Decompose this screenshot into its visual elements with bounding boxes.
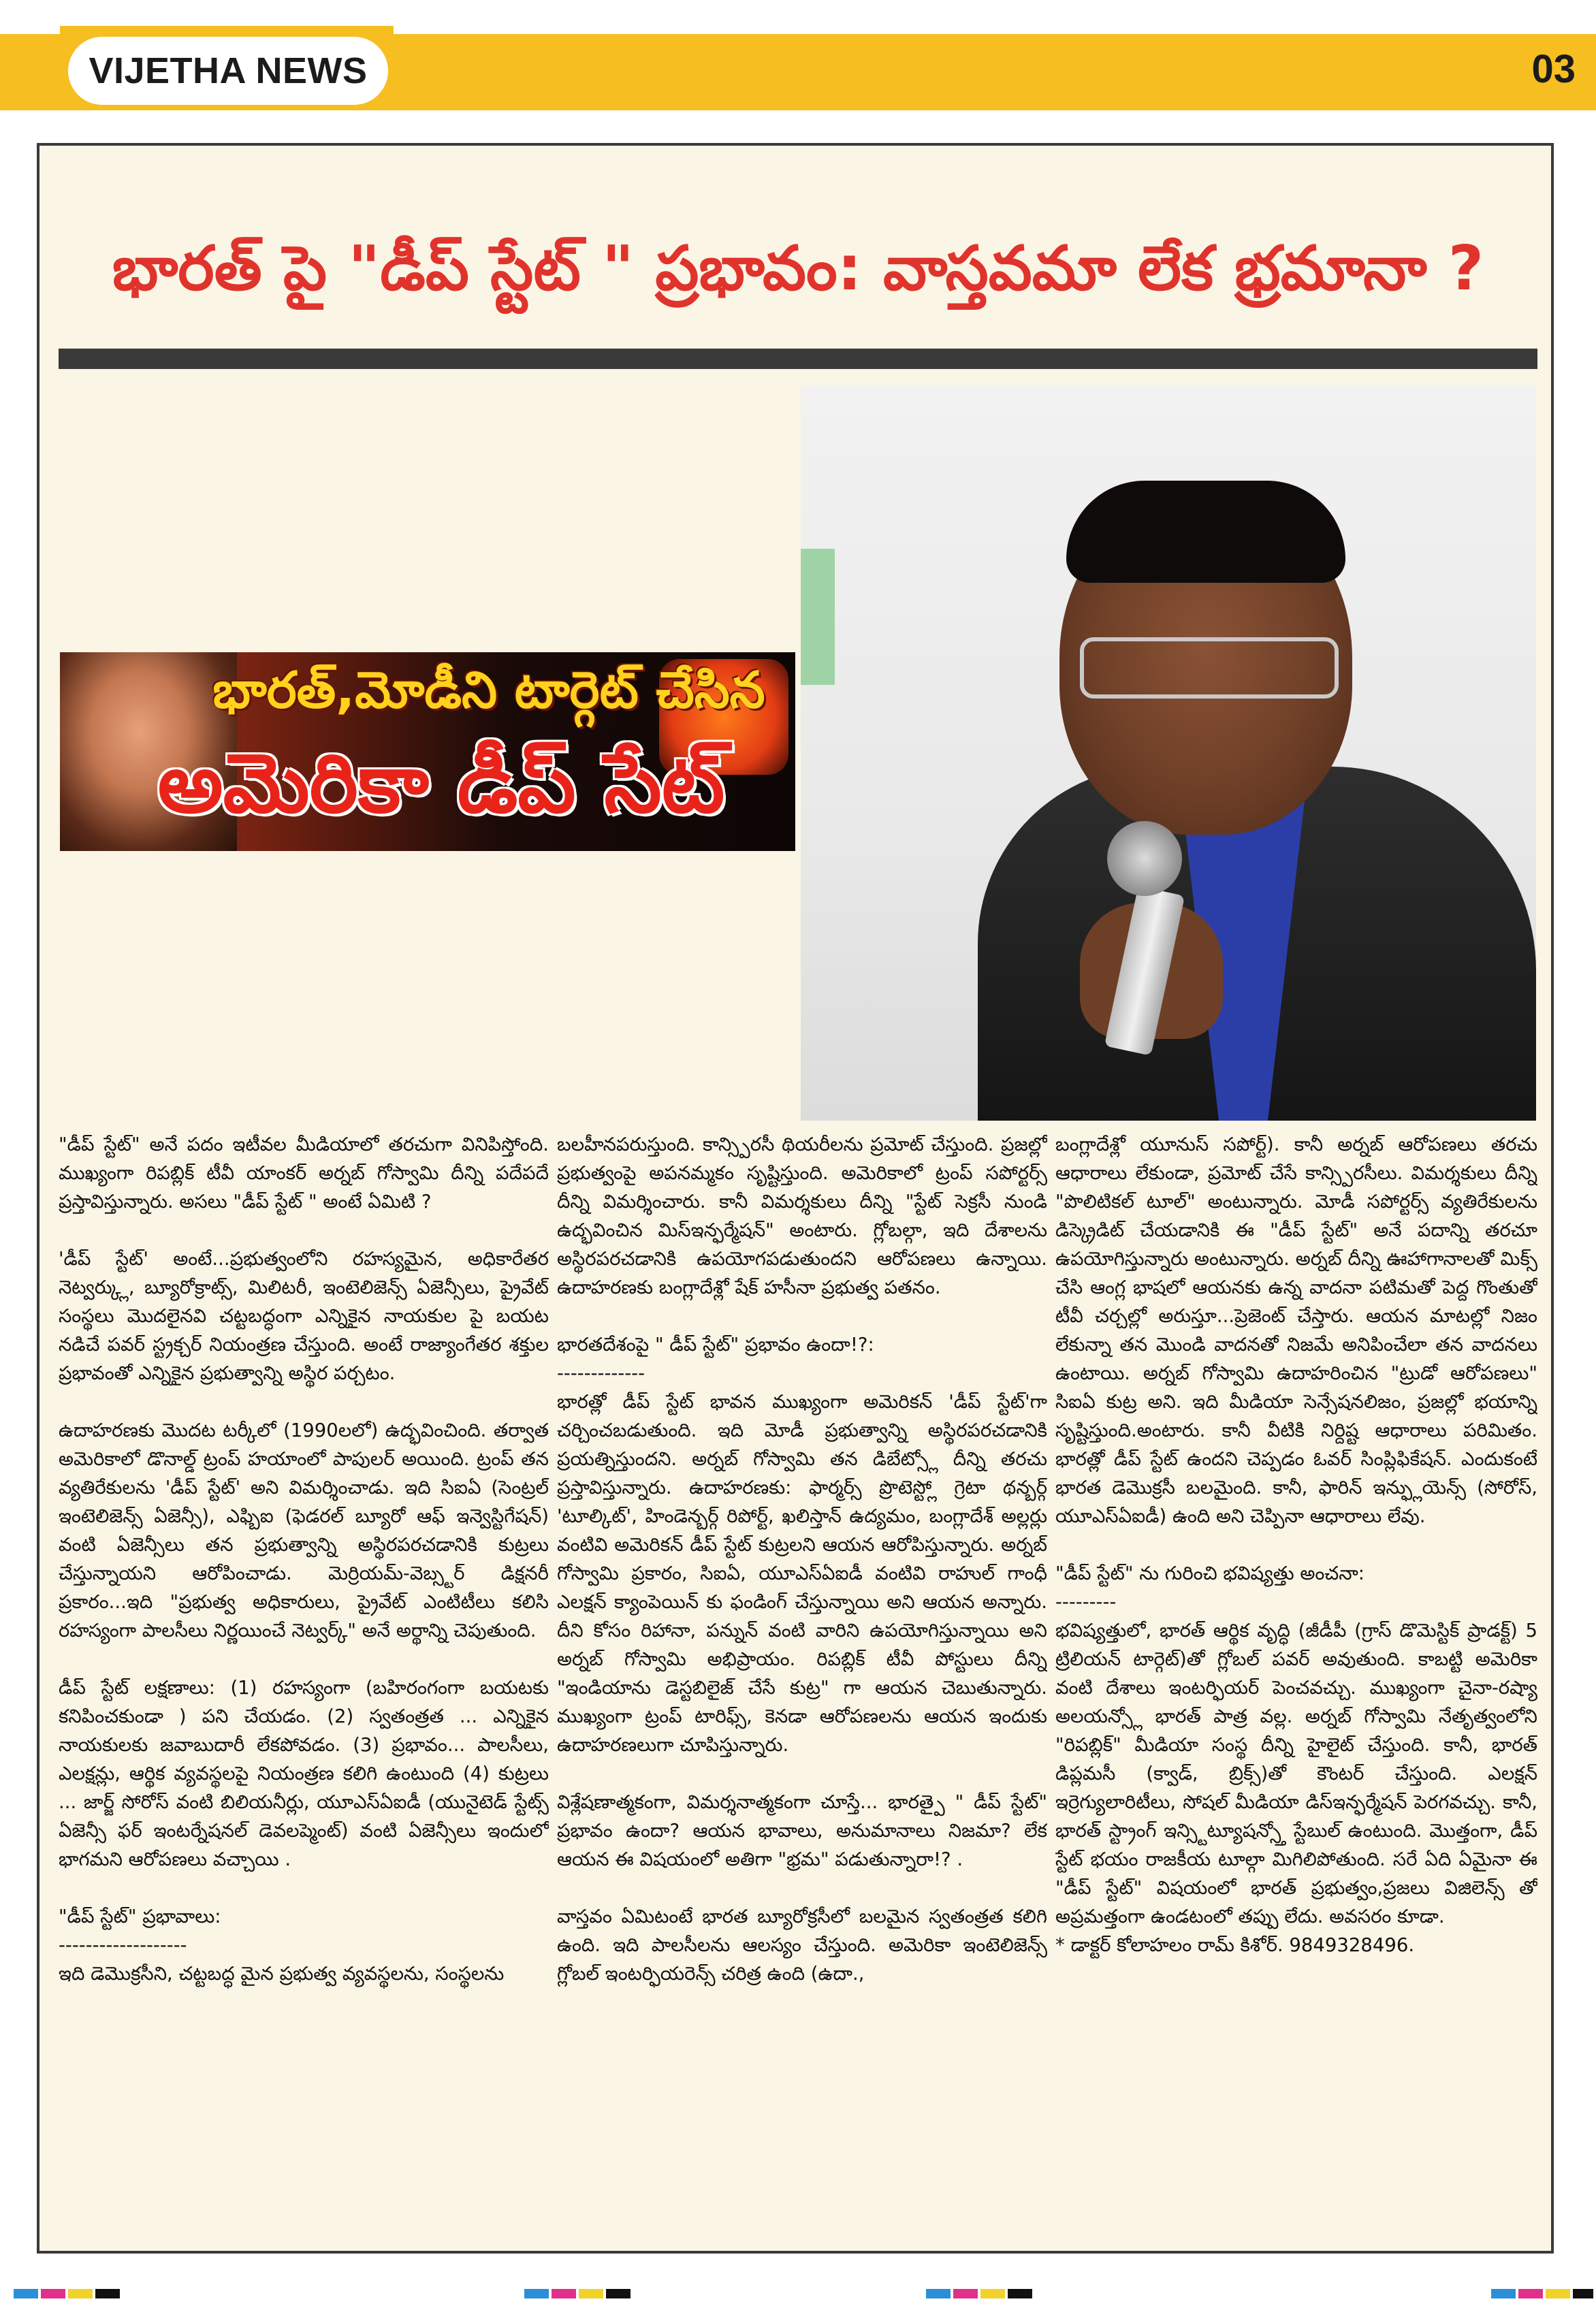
photo-hair xyxy=(1066,481,1345,583)
paragraph: బలహీనపరుస్తుంది. కాన్స్పిరసీ థియరీలను ప్రమోట్ చేస్తుంది. ప్రజల్లో ప్రభుత్వంపై అపనమ్మకం సృష్టిస్తుంది. అమెరికాలో ట్రంప్ సపోర్టర్స్ దీన్ని విమర్శించారు. కానీ విమర్శకులు దీన్ని "స్టేట్ సెక్రసీ నుండి ఉద్భవించిన మిస్ఇన్ఫర్మేషన్" అంటారు. గ్లోబల్గా, ఇది దేశాలను అస్థిరపరచడానికి ఉపయోగపడుతుందని ఆరోపణలు ఉన్నాయి. ఉదాహరణకు బంగ్లాదేశ్లో షేక్ హసీనా ప్రభుత్వ పతనం. xyxy=(557,1134,1047,1298)
section-divider: --------- xyxy=(1055,1591,1117,1613)
paragraph: వాస్తవం ఏమిటంటే భారత బ్యూరోక్రసీలో బలమైన స్వతంత్రత కలిగి ఉంది. ఇది పాలసీలను ఆలస్యం చేస్తుంది. అమెరికా ఇంటెలిజెన్స్ గ్లోబల్ ఇంటర్ఫియరెన్స్ చరిత్ర ఉంది (ఉదా., xyxy=(557,1906,1047,1985)
paragraph: ఉదాహరణకు మొదట టర్కీలో (1990లలో) ఉద్భవించింది. తర్వాత అమెరికాలో డొనాల్డ్ ట్రంప్ హయాంలో పాపులర్ అయింది. ట్రంప్ తన వ్యతిరేకులను 'డీప్ స్టేట్' అని విమర్శించాడు. ఇది సిఐఏ (సెంట్రల్ ఇంటెలిజెన్స్ ఏజెన్సీ), ఎఫ్బిఐ (ఫెడరల్ బ్యూరో ఆఫ్ ఇన్వెస్టిగేషన్) వంటి ఏజెన్సీలు తన ప్రభుత్వాన్ని అస్థిరపరచడానికి కుట్రలు చేస్తున్నాయని ఆరోపించాడు. మెర్రియమ్-వెబ్స్టర్ డిక్షనరీ ప్రకారం...ఇది "ప్రభుత్వ అధికారులు, ప్రైవేట్ ఎంటిటీలు కలిసి రహస్యంగా పాలసీలు నిర్ణయించే నెట్వర్క్" అనే అర్థాన్ని చెపుతుంది. xyxy=(59,1420,549,1641)
photo-glasses xyxy=(1080,637,1339,699)
paragraph: బంగ్లాదేశ్లో యూనుస్ సపోర్ట్). కానీ అర్నబ్ ఆరోపణలు తరచు ఆధారాలు లేకుండా, ప్రమోట్ చేసే కాన్స్పిరసీలు. విమర్శకులు దీన్ని "పొలిటికల్ టూల్" అంటున్నారు. మోడీ సపోర్టర్స్ వ్యతిరేకులను డిస్క్రెడిట్ చేయడానికి ఈ "డీప్ స్టేట్" అనే పదాన్ని తరచూ ఉపయోగిస్తున్నారు అంటున్నారు. అర్నబ్ దీన్ని ఊహాగానాలతో మిక్స్ చేసి ఆంగ్ల భాషలో ఆయనకు ఉన్న వాదనా పటిమతో పెద్ద గొంతుతో టీవీ చర్చల్లో అరుస్తూ...ప్రెజెంట్ చేస్తారు. ఆయన మాటల్లో నిజం లేకున్నా తన మొండి వాదనతో నిజమే అనిపించేలా తన వాదనలు ఉంటాయి. అర్నబ్ గోస్వామి ఉదాహరించిన "ట్రుడో ఆరోపణలు" సిఐఏ కుట్ర అని. ఇది మీడియా సెన్సేషనలిజం, ప్రజల్లో భయాన్ని సృష్టిస్తుంది.అంటారు. కానీ వీటికి నిర్దిష్ట ఆధారాలు పరిమితం. భారత్లో డీప్ స్టేట్ ఉందని చెప్పడం ఓవర్ సింప్లిఫికేషన్. ఎందుకంటే భారత డెమొక్రసీ బలమైంది. కానీ, ఫారిన్ ఇన్ఫ్లుయెన్స్ (సోరోస్, యూఎస్ఏఐడీ) ఉంది అని చెప్పినా ఆధారాలు లేవు. xyxy=(1055,1134,1537,1527)
masthead: VIJETHA NEWS xyxy=(68,37,388,105)
section-divider: ------------- xyxy=(557,1362,645,1384)
author-credit: * డాక్టర్ కోలాహలం రామ్ కిశోర్. 9849328496. xyxy=(1055,1934,1415,1956)
headline: భారత్ పై "డీప్ స్టేట్ " ప్రభావం: వాస్తవమా లేక భ్రమానా ? xyxy=(112,232,1484,304)
photo-background-detail xyxy=(801,549,835,685)
author-photo xyxy=(801,385,1536,1121)
paragraph: ఇది డెమొక్రసీని, చట్టబద్ధ మైన ప్రభుత్వ వ్యవస్థలను, సంస్థలను xyxy=(59,1963,505,1985)
section-heading: "డీప్ స్టేట్" ప్రభావాలు: xyxy=(59,1906,221,1927)
microphone-icon xyxy=(1107,821,1182,896)
paragraph: డీప్ స్టేట్ లక్షణాలు: (1) రహస్యంగా (బహిరంగంగా బయటకు కనిపించకుండా ) పని చేయడం. (2) స్వతంత్రత ... ఎన్నికైన నాయకులకు జవాబుదారీ లేకపోవడం. (3) ప్రభావం... పాలసీలు, ఎలక్షన్లు, ఆర్థిక వ్యవస్థలపై నియంత్రణ కలిగి ఉంటుంది (4) కుట్రలు ... జార్జ్ సోరోస్ వంటి బిలియనీర్లు, యూఎస్ఏఐడీ (యునైటెడ్ స్టేట్స్ ఏజెన్సీ ఫర్ ఇంటర్నేషనల్ డెవలప్మెంట్) వంటి ఏజెన్సీలు ఇందులో భాగమని ఆరోపణలు వచ్చాయి . xyxy=(59,1677,549,1870)
paragraph: 'డీప్ స్టేట్' అంటే...ప్రభుత్వంలోని రహస్యమైన, అధికారేతర నెట్వర్క్లు, బ్యూరోక్రాట్స్, మిలిటరీ, ఇంటెలిజెన్స్ ఏజెన్సీలు, ప్రైవేట్ సంస్థలు మొదలైనవి చట్టబద్ధంగా ఎన్నికైన నాయకుల పై బయట నడిచే పవర్ స్ట్రక్చర్ నియంత్రణ చేస్తుంది. అంటే రాజ్యాంగేతర శక్తుల ప్రభావంతో ఎన్నికైన ప్రభుత్వాన్ని అస్థిర పర్చటం. xyxy=(59,1248,549,1384)
deep-state-banner xyxy=(60,652,795,851)
banner-bottom-text: అమెరికా డీప్ సేట్ xyxy=(157,737,725,831)
page-number: 03 xyxy=(1531,47,1576,91)
section-heading: "డీప్ స్టేట్" ను గురించి భవిష్యత్తు అంచనా: xyxy=(1055,1562,1365,1584)
section-heading: భారతదేశంపై " డీప్ స్టేట్" ప్రభావం ఉందా!?: xyxy=(557,1334,874,1356)
headline-rule xyxy=(59,349,1537,369)
banner-top-text: భారత్,మోడీని టార్గెట్ చేసిన xyxy=(212,661,765,720)
article-column-1 xyxy=(59,1130,549,2240)
section-divider: ------------------- xyxy=(59,1934,187,1956)
article-column-2 xyxy=(557,1130,1047,2240)
paragraph: విశ్లేషణాత్మకంగా, విమర్శనాత్మకంగా చూస్తే... భారత్పై " డీప్ స్టేట్" ప్రభావం ఉందా? ఆయన భావాలు, అనుమానాలు నిజమా? లేక ఆయన ఈ విషయంలో అతిగా "భ్రమ" పడుతున్నారా!? . xyxy=(557,1791,1047,1870)
article-column-3 xyxy=(1055,1130,1537,2240)
paragraph: "డీప్ స్టేట్" అనే పదం ఇటీవల మీడియాలో తరచుగా వినిపిస్తోంది. ముఖ్యంగా రిపబ్లిక్ టీవీ యాంకర్ అర్నబ్ గోస్వామి దీన్ని పదేపదే ప్రస్తావిస్తున్నారు. అసలు "డీప్ స్టేట్ " అంటే ఏమిటి ? xyxy=(59,1134,549,1213)
paragraph: భారత్లో డీప్ స్టేట్ భావన ముఖ్యంగా అమెరికన్ 'డీప్ స్టేట్'గా చర్చించబడుతుంది. ఇది మోడీ ప్రభుత్వాన్ని అస్థిరపరచడానికి ప్రయత్నిస్తుందని. అర్నబ్ గోస్వామి తన డిబేట్స్లో దీన్ని తరచు ప్రస్తావిస్తున్నారు. ఉదాహరణకు: ఫార్మర్స్ ప్రొటెస్ట్లో గ్రెటా థన్బర్గ్ 'టూల్కిట్', హిండెన్బర్గ్ రిపోర్ట్, ఖలిస్తాన్ ఉద్యమం, బంగ్లాదేశ్ అల్లర్లు వంటివి అమెరికన్ డీప్ స్టేట్ కుట్రలని ఆయన ఆరోపిస్తున్నారు. అర్నబ్ గోస్వామి ప్రకారం, సిఐఏ, యూఎస్ఏఐడీ వంటివి రాహుల్ గాంధీ ఎలక్షన్ క్యాంపెయిన్ కు ఫండింగ్ చేస్తున్నాయి అని ఆయన అన్నారు. దీని కోసం రిహానా, పన్నున్ వంటి వారిని ఉపయోగిస్తున్నాయి అని అర్నబ్ గోస్వామి అభిప్రాయం. రిపబ్లిక్ టీవీ పోస్టులు దీన్ని "ఇండియాను డెస్టబిలైజ్ చేసే కుట్ర" గా ఆయన చెబుతున్నారు. ముఖ్యంగా ట్రంప్ టారిఫ్స్, కెనడా ఆరోపణలను ఆయన ఇందుకు ఉదాహరణలుగా చూపిస్తున్నారు. xyxy=(557,1391,1047,1756)
paragraph: భవిష్యత్తులో, భారత్ ఆర్థిక వృద్ధి (జీడీపీ (గ్రాస్ డొమెస్టిక్ ప్రాడక్ట్) 5 ట్రిలియన్ టార్గెట్)తో గ్లోబల్ పవర్ అవుతుంది. కాబట్టి అమెరికా వంటి దేశాలు ఇంటర్ఫియర్ పెంచవచ్చు. ముఖ్యంగా చైనా-రష్యా అలయన్స్లో భారత్ పాత్ర వల్ల. అర్నబ్ గోస్వామి నేతృత్వంలోని "రిపబ్లిక్" మీడియా సంస్థ దీన్ని హైలైట్ చేస్తుంది. కానీ, భారత్ డిప్లమసీ (క్వాడ్, బ్రిక్స్)తో కౌంటర్ చేస్తుంది. ఎలక్షన్ ఇర్రెగ్యులారిటీలు, సోషల్ మీడియా డిస్ఇన్ఫర్మేషన్ పెరగవచ్చు. కానీ, భారత్ స్ట్రాంగ్ ఇన్స్టిట్యూషన్స్తో స్టేబుల్ ఉంటుంది. మొత్తంగా, డీప్ స్టేట్ భయం రాజకీయ టూల్గా మిగిలిపోతుంది. సరే ఏది ఏమైనా ఈ "డీప్ స్టేట్" విషయంలో భారత్ ప్రభుత్వం,ప్రజలు విజిలెన్స్ తో అప్రమత్తంగా ఉండటంలో తప్పు లేదు. అవసరం కూడా. xyxy=(1055,1620,1537,1927)
